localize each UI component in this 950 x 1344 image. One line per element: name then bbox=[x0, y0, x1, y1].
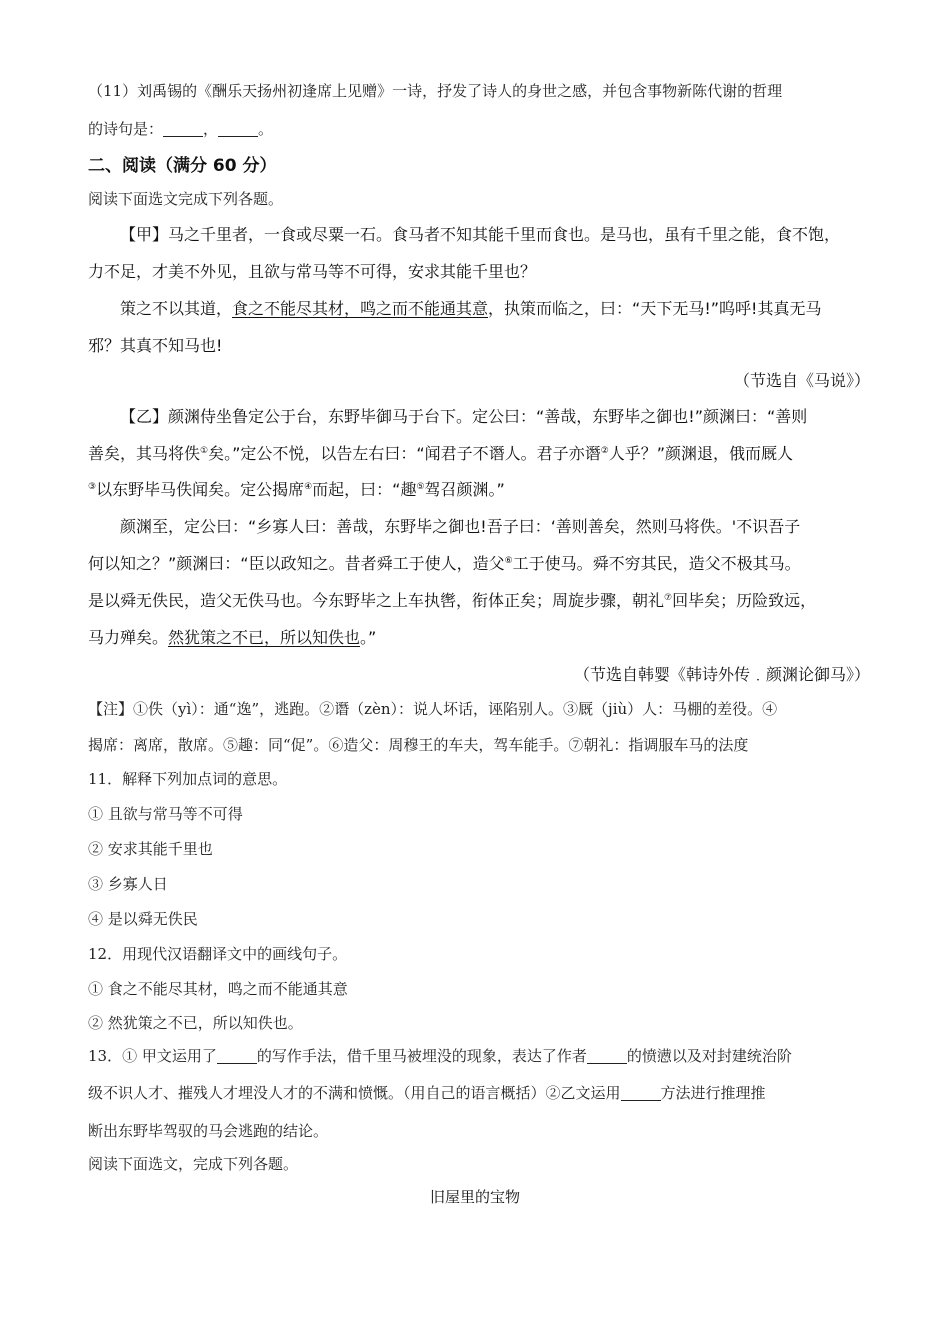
answer-blank[interactable] bbox=[218, 122, 258, 137]
terminator: 。 bbox=[258, 120, 274, 138]
footnote-marker: ④ bbox=[304, 482, 313, 492]
q12-item: ② 然犹策之不已，所以知佚也。 bbox=[88, 1014, 303, 1032]
jia-para2-line1 bbox=[88, 296, 870, 319]
poem-question-line-1: （11）刘禹锡的《酬乐天扬州初逢席上见赠》一诗，抒发了诗人的身世之感，并包含事物新陈代谢的哲理 bbox=[88, 82, 783, 100]
q13-line-3: 断出东野毕驾驭的马会逃跑的结论。 bbox=[88, 1122, 329, 1140]
next-reading-instruction: 阅读下面选文，完成下列各题。 bbox=[88, 1155, 299, 1173]
q13-line-2 bbox=[88, 1082, 870, 1103]
text-run: 。” bbox=[360, 628, 377, 647]
q12-item: ① 食之不能尽其材，鸣之而不能通其意 bbox=[88, 980, 348, 998]
answer-blank[interactable] bbox=[587, 1049, 627, 1064]
jia-para1-line2: 力不足，才美不外见，且欲与常马等不可得，安求其能千里也？ bbox=[88, 262, 537, 281]
yi-line-4: 颜渊至，定公曰：“乡寡人曰：善哉，东野毕之御也!吾子曰：‘善则善矣，然则马将佚。'不识吾子 bbox=[120, 517, 801, 536]
poem-question-prefix: 的诗句是： bbox=[88, 120, 164, 138]
notes-line-1: 【注】①佚（yì）：通“逸”，逃跑。②谮（zèn）：说人坏话，诬陷别人。③厩（jiù）人：马棚的差役。④ bbox=[88, 700, 778, 718]
text-run: 策之不以其道， bbox=[120, 299, 233, 318]
text-run: ，执策而临之，曰：“天下无马!”呜呼!其真无马 bbox=[488, 299, 822, 318]
q11-item: ③ 乡寡人日 bbox=[88, 875, 168, 893]
yi-line-2 bbox=[88, 441, 870, 464]
yi-line-3 bbox=[88, 477, 870, 500]
answer-blank[interactable] bbox=[621, 1086, 661, 1101]
poem-question-line-2 bbox=[88, 118, 870, 139]
yi-line-6 bbox=[88, 588, 870, 611]
yi-line-5 bbox=[88, 551, 870, 574]
text-run: 13．① 甲文运用了 bbox=[88, 1047, 217, 1065]
section-instruction: 阅读下面选文完成下列各题。 bbox=[88, 190, 284, 208]
footnote-marker: ① bbox=[200, 446, 209, 456]
text-run: 以东野毕马佚闻矣。定公揭席 bbox=[96, 480, 305, 499]
text-run: 马力殚矣。 bbox=[88, 628, 169, 647]
footnote-marker: ② bbox=[600, 446, 609, 456]
underlined-sentence: 然犹策之不已，所以知佚也 bbox=[168, 628, 361, 647]
yi-line-7 bbox=[88, 625, 870, 648]
text-run: 善矣，其马将佚 bbox=[88, 444, 201, 463]
next-reading-title: 旧屋里的宝物 bbox=[429, 1188, 520, 1206]
q11-stem: 11．解释下列加点词的意思。 bbox=[88, 770, 288, 788]
answer-blank[interactable] bbox=[217, 1049, 257, 1064]
yi-line-1: 【乙】颜渊侍坐鲁定公于台，东野毕御马于台下。定公曰：“善哉，东野毕之御也!”颜渊曰：“善则 bbox=[120, 407, 808, 426]
q13-line-1 bbox=[88, 1045, 870, 1066]
text-run: 而起，曰：“趣 bbox=[312, 480, 417, 499]
footnote-marker: ⑦ bbox=[664, 593, 673, 603]
text-run: 的写作手法，借千里马被埋没的现象，表达了作者 bbox=[256, 1047, 587, 1065]
footnote-marker: ⑤ bbox=[416, 482, 425, 492]
footnote-marker: ③ bbox=[88, 482, 97, 492]
footnote-marker: ⑥ bbox=[504, 556, 513, 566]
q12-stem: 12．用现代汉语翻译文中的画线句子。 bbox=[88, 945, 348, 963]
jia-para1-line1: 【甲】马之千里者，一食或尽粟一石。食马者不知其能千里而食也。是马也，虽有千里之能，食不饱， bbox=[120, 225, 841, 244]
text-run: 级不识人才、摧残人才埋没人才的不满和愤慨。（用自己的语言概括）②乙文运用 bbox=[88, 1084, 621, 1102]
text-run: 工于使马。舜不穷其民，造父不极其马。 bbox=[512, 554, 801, 573]
text-run: 矣。”定公不悦，以告左右曰：“闻君子不谮人。君子亦谮 bbox=[208, 444, 601, 463]
text-run: 方法进行推理推 bbox=[660, 1084, 766, 1102]
text-run: 人乎？”颜渊退，俄而厩人 bbox=[608, 444, 794, 463]
jia-para2-line2: 邪？其真不知马也! bbox=[88, 336, 223, 355]
separator: ， bbox=[203, 120, 219, 138]
yi-source: （节选自韩婴《韩诗外传﹒颜渊论御马》） bbox=[573, 665, 870, 684]
underlined-sentence: 食之不能尽其材，鸣之而不能通其意 bbox=[232, 299, 489, 318]
answer-blank[interactable] bbox=[163, 122, 203, 137]
text-run: 的愤懑以及对封建统治阶 bbox=[626, 1047, 792, 1065]
q11-item: ② 安求其能千里也 bbox=[88, 840, 213, 858]
text-run: 回毕矣；历险致远， bbox=[672, 591, 817, 610]
text-run: 何以知之？”颜渊曰：“臣以政知之。昔者舜工于使人，造父 bbox=[88, 554, 505, 573]
section-heading: 二、阅读（满分 60 分） bbox=[88, 156, 277, 176]
notes-line-2: 揭席：离席，散席。⑤趣：同“促”。⑥造父：周穆王的车夫，驾车能手。⑦朝礼：指调服车马的法度 bbox=[88, 736, 749, 754]
q11-item: ④ 是以舜无佚民 bbox=[88, 910, 198, 928]
text-run: 是以舜无佚民，造父无佚马也。今东野毕之上车执辔，衔体正矣；周旋步骤，朝礼 bbox=[88, 591, 665, 610]
q11-item: ① 且欲与常马等不可得 bbox=[88, 805, 243, 823]
jia-source: （节选自《马说》） bbox=[733, 371, 870, 390]
text-run: 驾召颜渊。” bbox=[424, 480, 505, 499]
